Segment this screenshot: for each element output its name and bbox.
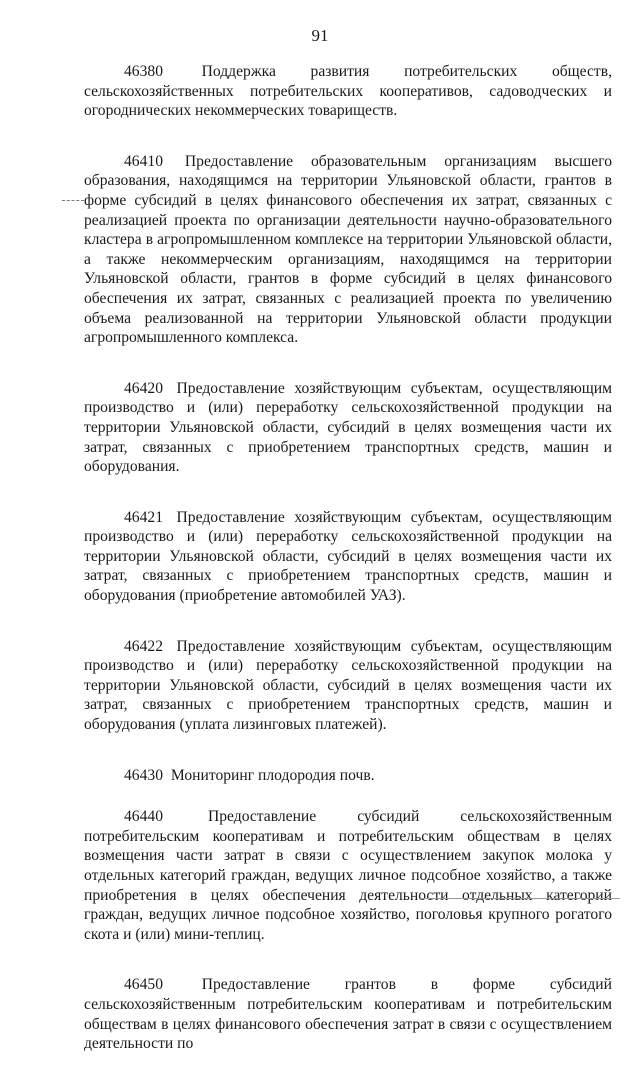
document-body (84, 62, 612, 1085)
paragraph-code: 46422 (124, 637, 163, 655)
paragraph-text: Предоставление образовательным организациям высшего образования, находящимся на территории Ульяновской области, грантов в форме субсидий в целях финансового обеспечения их затрат, связанных с реализацией проекта по организации деятельности научно-образовательного кластера в агропромышленном комплексе на территории Ульяновской области, а также некоммерческим организациям, находящимся на территории Ульяновской области, грантов в форме субсидий в целях финансового обеспечения их затрат, связанных с реализацией проекта по увеличению объема реализованной на территории Ульяновской области продукции агропромышленного комплекса. (84, 152, 613, 347)
paragraph-text: Мониторинг плодородия почв. (170, 766, 375, 784)
bottom-rule (420, 898, 620, 899)
paragraph-code: 46440 (124, 808, 163, 826)
margin-mark (62, 200, 84, 201)
paragraph-46421 (84, 508, 612, 606)
paragraph-code: 46450 (124, 976, 163, 994)
paragraph-code: 46380 (124, 63, 163, 80)
paragraph-46422 (84, 637, 612, 735)
paragraph-text: Поддержка развития потребительских обществ, сельскохозяйственных потребительских кооперативов, садоводческих и огороднических некоммерческих товариществ. (84, 63, 612, 120)
paragraph-text: Предоставление хозяйствующим субъектам, осуществляющим производство и (или) переработку сельскохозяйственной продукции на территории Ульяновской области, субсидий в целях возмещения части их затрат, связанных с приобретением транспортных средств, машин и оборудования (уплата лизинговых платежей). (84, 637, 612, 734)
paragraph-text: Предоставление субсидий сельскохозяйственным потребительским кооперативам и потребительским обществам в целях возмещения части затрат в связи с осуществлением закупок молока у отдельных категорий граждан, ведущих личное подсобное хозяйство, а также приобретения в целях обеспечения деятельности отдельных категорий граждан, ведущих личное подсобное хозяйство, поголовья крупного рогатого скота и (или) мини-теплиц. (84, 808, 612, 943)
paragraph-46430 (84, 766, 612, 786)
paragraph-46450 (84, 975, 612, 1053)
paragraph-code: 46430 (124, 766, 163, 784)
paragraph-text: Предоставление хозяйствующим субъектам, осуществляющим производство и (или) переработку сельскохозяйственной продукции на территории Ульяновской области, субсидий в целях возмещения части их затрат, связанных с приобретением транспортных средств, машин и оборудования (приобретение автомобилей УАЗ). (84, 508, 612, 605)
paragraph-code: 46421 (124, 508, 163, 526)
paragraph-46440 (84, 807, 612, 944)
paragraph-code: 46410 (124, 152, 163, 170)
page-number: 91 (311, 26, 329, 45)
paragraph-46420 (84, 379, 612, 477)
paragraph-text: Предоставление хозяйствующим субъектам, осуществляющим производство и (или) переработку сельскохозяйственной продукции на территории Ульяновской области, субсидий в целях возмещения части их затрат, связанных с приобретением транспортных средств, машин и оборудования. (84, 379, 612, 476)
paragraph-46380 (84, 62, 612, 121)
paragraph-46410 (84, 152, 612, 348)
paragraph-code: 46420 (124, 379, 163, 397)
paragraph-text: Предоставление грантов в форме субсидий сельскохозяйственным потребительским кооперативам и потребительским обществам в целях финансового обеспечения затрат в связи с осуществлением деятельности по (84, 976, 612, 1053)
